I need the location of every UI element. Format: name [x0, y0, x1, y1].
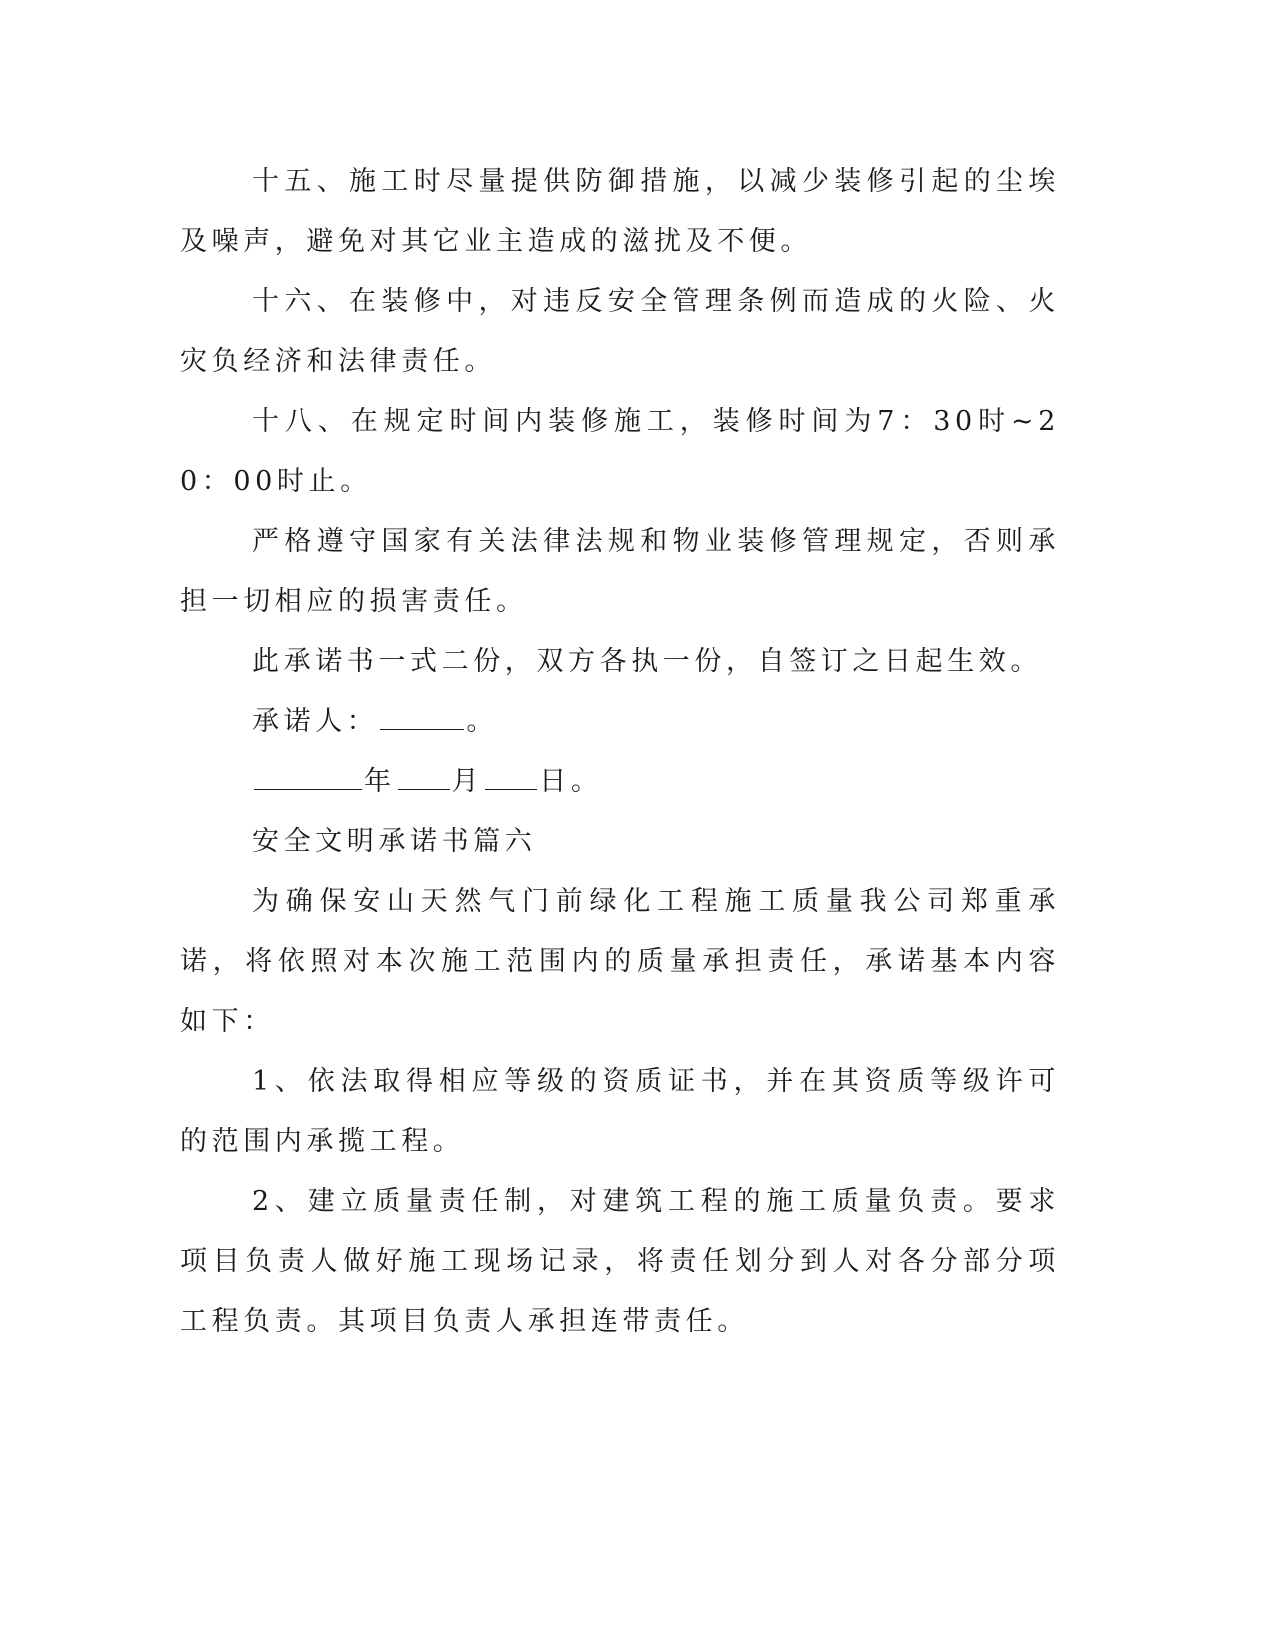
date-line [180, 752, 1060, 812]
signature-blank[interactable] [380, 699, 464, 730]
section-title: 安全文明承诺书篇六 [252, 826, 537, 857]
paragraph-item-2: 2、建立质量责任制，对建筑工程的施工质量负责。要求项目负责人做好施工现场记录，将责任划分到人对各分部分项工程负责。其项目负责人承担连带责任。 [180, 1186, 1060, 1337]
paragraph-intro: 为确保安山天然气门前绿化工程施工质量我公司郑重承诺，将依照对本次施工范围内的质量承担责任，承诺基本内容如下： [180, 886, 1060, 1037]
month-blank[interactable] [398, 759, 450, 790]
paragraph-item-18: 十八、在规定时间内装修施工，装修时间为7：30时~20：00时止。 [180, 406, 1060, 497]
day-blank[interactable] [485, 759, 537, 790]
paragraph-item-16: 十六、在装修中，对违反安全管理条例而造成的火险、火灾负经济和法律责任。 [180, 286, 1060, 377]
year-label: 年 [364, 766, 396, 797]
paragraph-item-15: 十五、施工时尽量提供防御措施，以减少装修引起的尘埃及噪声，避免对其它业主造成的滋扰及不便。 [180, 166, 1060, 257]
month-label: 月 [451, 766, 484, 797]
paragraph-copies: 此承诺书一式二份，双方各执一份，自签订之日起生效。 [252, 646, 1042, 677]
signature-line [180, 692, 1060, 752]
paragraph-compliance: 严格遵守国家有关法律法规和物业装修管理规定，否则承担一切相应的损害责任。 [180, 526, 1060, 617]
day-label: 日。 [539, 766, 603, 797]
signature-end: 。 [466, 706, 499, 737]
signature-label: 承诺人： [252, 706, 379, 737]
document-page [180, 152, 1060, 1352]
year-blank[interactable] [254, 759, 362, 790]
paragraph-item-1: 1、依法取得相应等级的资质证书，并在其资质等级许可的范围内承揽工程。 [180, 1066, 1060, 1157]
